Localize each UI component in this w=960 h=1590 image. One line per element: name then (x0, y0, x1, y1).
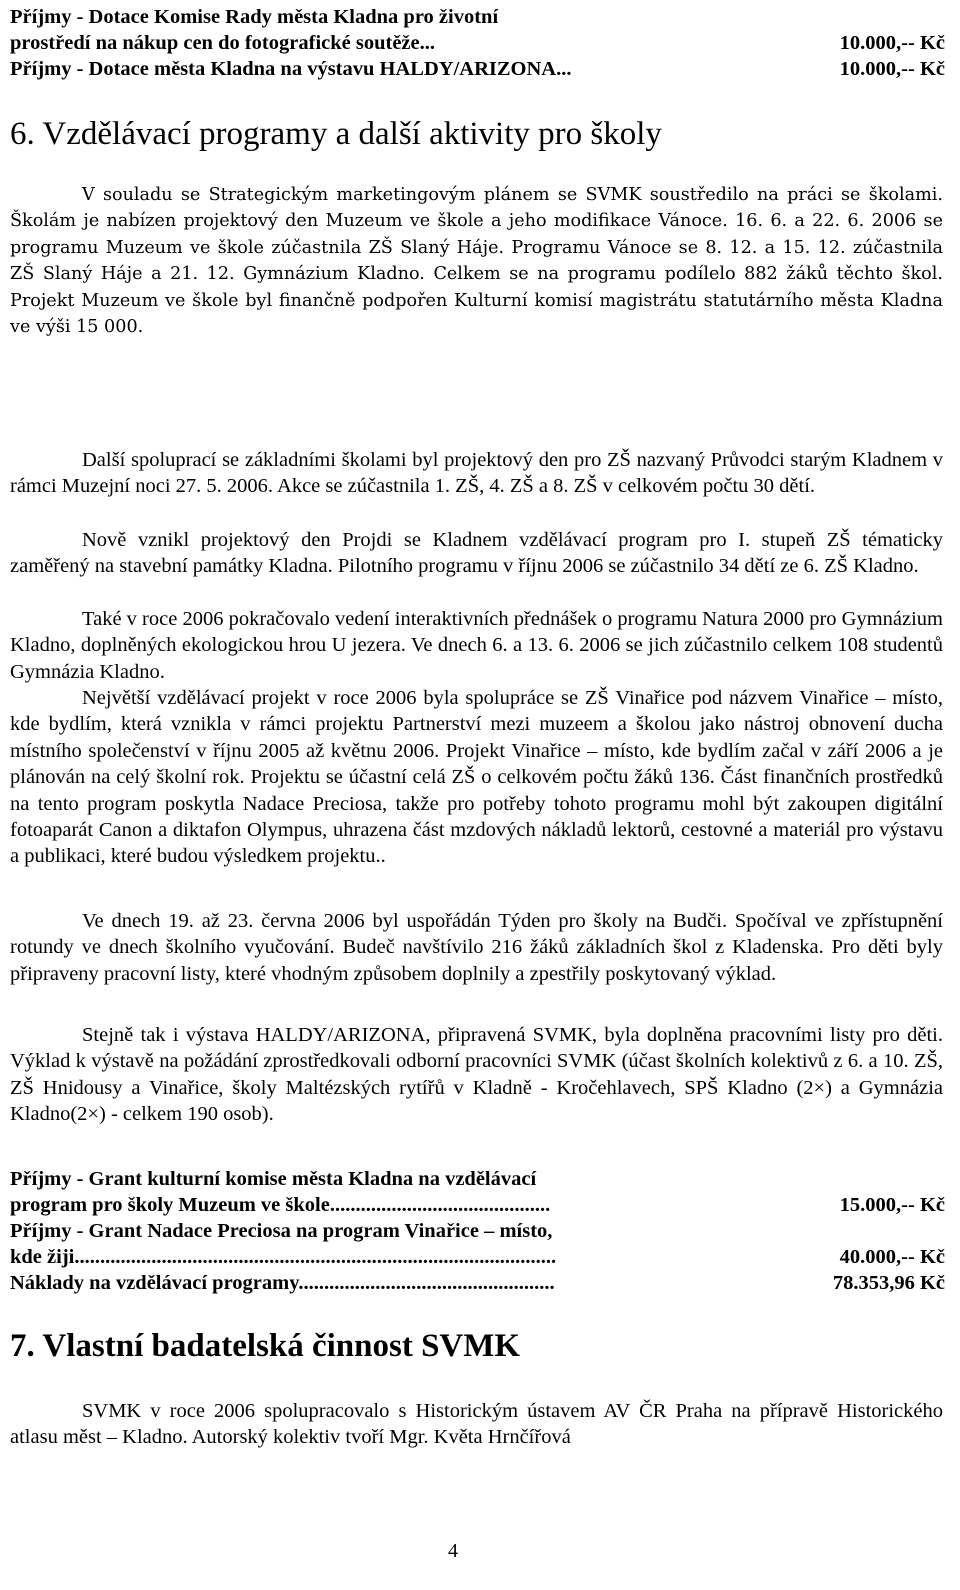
paragraph-2: Další spoluprací se základními školami byl projektový den pro ZŠ nazvaný Průvodci starým Kladnem v rámci Muzejní noci 27. 5. 2006. Akce se zúčastnila 1. ZŠ, 4. ZŠ a 8. ZŠ v celkovém počtu 30 dětí. (10, 449, 943, 498)
finance-row-1: Příjmy - Grant kulturní komise města Kladna na vzdělávací (10, 1168, 537, 1190)
paragraph-1: V souladu se Strategickým marketingovým plánem se SVMK soustředilo na práci se školami. Školám je nabízen projektový den Muzeum ve škole a jeho modifikace Vánoce. 16. 6. a 22. 6. 2006 se programu Muzeum ve škole zúčastnila ZŠ Slaný Háje. Programu Vánoce se 8. 12. a 15. 12. zúčastnila ZŠ Slaný Háje a 21. 12. Gymnázium Kladno. Celkem se na programu podílelo 882 žáků těchto škol. Projekt Muzeum ve škole byl finančně podpořen Kulturní komisí magistrátu statutárního města Kladna ve výši 15 000. (10, 185, 943, 338)
grant-line-3-amount: 10.000,-- Kč (839, 58, 945, 80)
paragraph-4: Také v roce 2006 pokračovalo vedení interaktivních přednášek o programu Natura 2000 pro Gymnázium Kladno, doplněných ekologickou hrou U jezera. Ve dnech 6. a 13. 6. 2006 se jich zúčastnilo celkem 108 studentů Gymnázia Kladno. (10, 608, 943, 683)
paragraph-3: Nově vznikl projektový den Projdi se Kladnem vzdělávací program pro I. stupeň ZŠ tématicky zaměřený na stavební památky Kladna. Pilotního programu v říjnu 2006 se zúčastnilo 34 dětí ze 6. ZŠ Kladno. (10, 529, 943, 578)
grant-line-3-label: Příjmy - Dotace města Kladna na výstavu HALDY/ARIZONA... (10, 58, 572, 80)
grant-line-1: Příjmy - Dotace Komise Rady města Kladna pro životní (10, 6, 499, 28)
grant-line-2-label: prostředí na nákup cen do fotografické soutěže... (10, 32, 435, 54)
paragraph-7: Stejně tak i výstava HALDY/ARIZONA, připravená SVMK, byla doplněna pracovními listy pro děti. Výklad k výstavě na požádání zprostředkovali odborní pracovníci SVMK (účast školních kolektivů z 6. a 10. ZŠ, ZŠ Hnidousy a Vinařice, školy Maltézských rytířů v Kladně - Kročehlavech, SPŠ Kladno (2×) a Gymnázia Kladno(2×) - celkem 190 osob). (10, 1024, 943, 1126)
paragraph-6: Ve dnech 19. až 23. června 2006 byl uspořádán Týden pro školy na Budči. Spočíval ve zpřístupnění rotundy ve dnech školního vyučování. Budeč navštívilo 216 žáků základních škol z Kladenska. Pro děti byly připraveny pracovní listy, které vhodným způsobem doplnily a zpestřily poskytovaný výklad. (10, 910, 943, 985)
finance-row-4-amount: 40.000,-- Kč (839, 1246, 945, 1268)
section-7-heading: 7. Vlastní badatelská činnost SVMK (10, 1328, 521, 1364)
paragraph-5: Největší vzdělávací projekt v roce 2006 byla spolupráce se ZŠ Vinařice pod názvem Vinařice – místo, kde bydlím, která vznikla v rámci projektu Partnerství mezi muzeem a školou jako nástroj obnovení ducha místního společenství v říjnu 2005 až květnu 2006. Projekt Vinařice – místo, kde bydlím začal v září 2006 a je plánován na celý školní rok. Projektu se účastní celá ZŠ o celkovém počtu žáků 136. Část finančních prostředků na tento program poskytla Nadace Preciosa, takže pro potřeby tohoto programu mohl být zakoupen digitální fotoaparát Canon a diktafon Olympus, uhrazena část mzdových nákladů lektorů, cestovné a materiál pro výstavu a publikaci, které budou výsledkem projektu.. (10, 687, 943, 868)
section-6-heading: 6. Vzdělávací programy a další aktivity pro školy (10, 116, 662, 152)
finance-row-2-label: program pro školy Muzeum ve škole........................................... (10, 1194, 551, 1216)
section-7-paragraph: SVMK v roce 2006 spolupracovalo s Historickým ústavem AV ČR Praha na přípravě Historického atlasu měst – Kladno. Autorský kolektiv tvoří Mgr. Květa Hrnčířová (10, 1400, 943, 1449)
grant-line-2-amount: 10.000,-- Kč (839, 32, 945, 54)
finance-row-2-amount: 15.000,-- Kč (839, 1194, 945, 1216)
page-number: 4 (448, 1540, 458, 1562)
finance-row-3: Příjmy - Grant Nadace Preciosa na program Vinařice – místo, (10, 1220, 553, 1242)
finance-row-5-amount: 78.353,96 Kč (832, 1272, 945, 1294)
finance-row-5-label: Náklady na vzdělávací programy.................................................. (10, 1272, 555, 1294)
finance-row-4-label: kde žiji.............................................................................................. (10, 1246, 557, 1268)
